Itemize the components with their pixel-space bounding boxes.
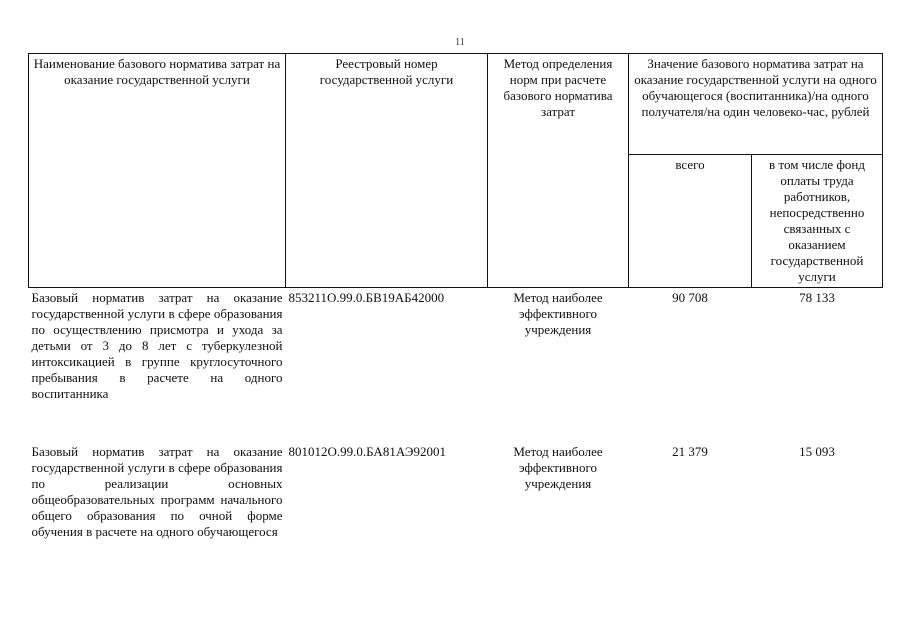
page-number: 11 — [455, 37, 465, 48]
row-method: Метод наиболее эффективного учреждения — [513, 444, 603, 491]
row-registry-number: 801012О.99.0.БА81АЭ92001 — [288, 444, 446, 459]
table-row — [29, 288, 883, 443]
row-registry-number: 853211О.99.0.БВ19АБ42000 — [288, 290, 445, 305]
header-method: Метод определения норм при расчете базового норматива затрат — [488, 54, 629, 288]
row-payroll: 15 093 — [799, 444, 835, 459]
table-header — [29, 54, 883, 288]
header-total: всего — [629, 155, 752, 288]
header-payroll: в том числе фонд оплаты труда работников, непосредственно связанных с оказанием государственной услуги — [752, 155, 883, 288]
header-registry-number: Реестровый номер государственной услуги — [286, 54, 488, 288]
header-service-name: Наименование базового норматива затрат на оказание государственной услуги — [29, 54, 286, 288]
row-total: 90 708 — [672, 290, 708, 305]
cost-norms-table — [28, 53, 883, 576]
row-service-name: Базовый норматив затрат на оказание государственной услуги в сфере образования по реализации основных общеобразовательных программ начального общего образования по очной форме обучения в расчете на одного обучающегося — [31, 444, 283, 539]
row-service-name: Базовый норматив затрат на оказание государственной услуги в сфере образования по осуществлению присмотра и ухода за детьми от 3 до 8 лет с туберкулезной интоксикацией в группе круглосуточного пребывания в расчете на одного воспитанника — [31, 290, 283, 401]
row-total: 21 379 — [672, 444, 708, 459]
row-method: Метод наиболее эффективного учреждения — [513, 290, 603, 337]
header-norm-value: Значение базового норматива затрат на оказание государственной услуги на одного обучающегося (воспитанника)/на одного получателя/на один человеко-час, рублей — [629, 54, 883, 155]
row-payroll: 78 133 — [799, 290, 835, 305]
table-row — [29, 442, 883, 576]
